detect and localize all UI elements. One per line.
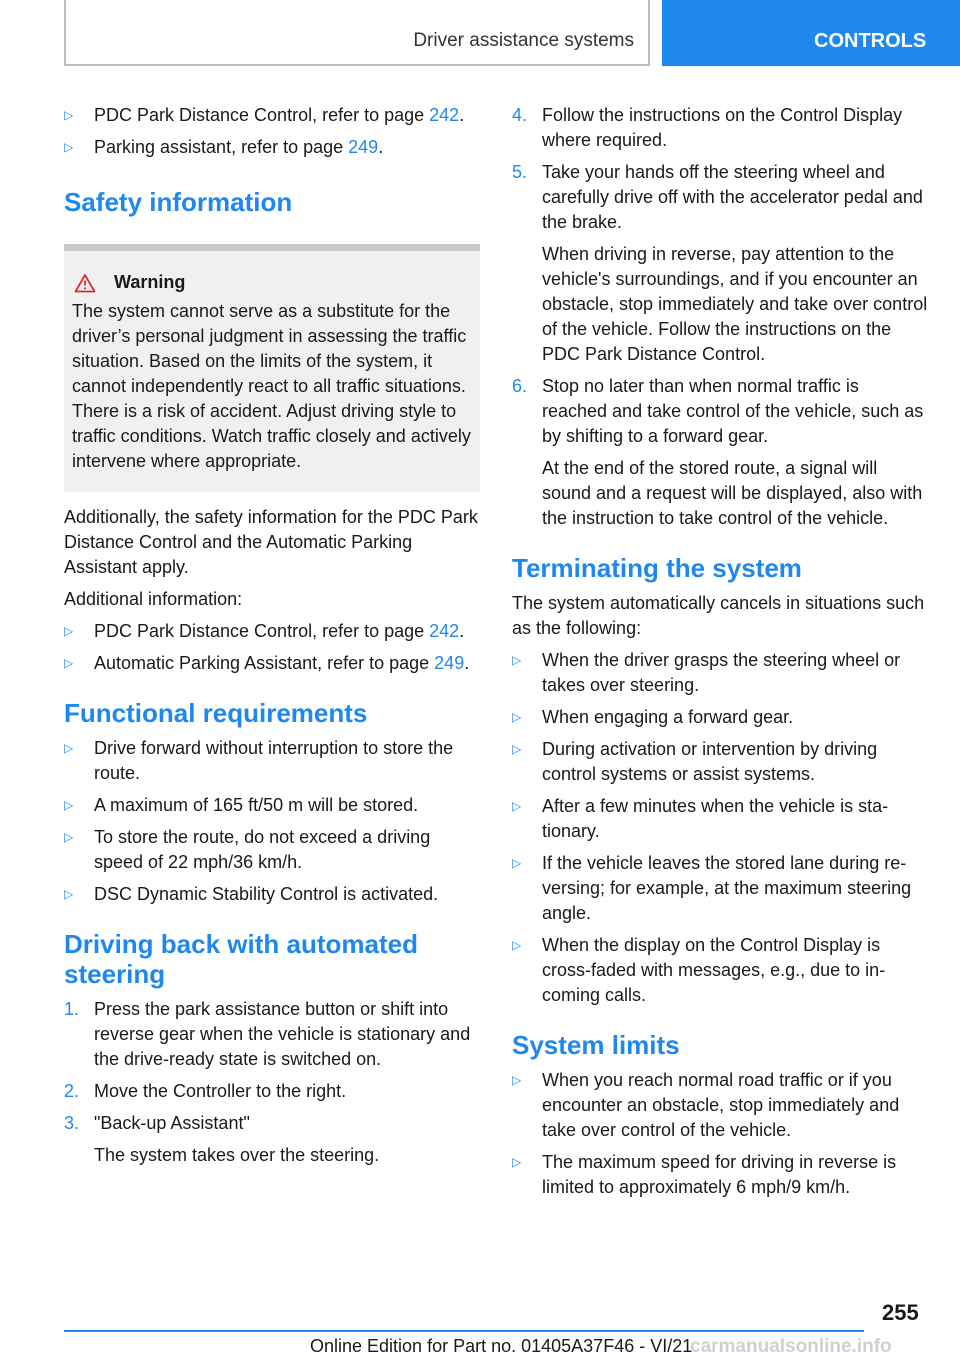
step-item: 1. Press the park assistance button or shift into reverse gear when the vehicle is stationary and the drive-ready state is switched on. — [64, 999, 471, 1069]
warning-body: The system cannot serve as a substitute for the driver’s personal judgment in assessing the traffic situation. Based on the limits of the system, it cannot independently react to all traffic situations. There is a risk of accident. Adjust driving style to traffic conditions. Watch traffic closely and actively intervene where appropriate. — [72, 301, 471, 471]
bullet-triangle-icon: ▷ — [512, 1155, 522, 1169]
list-item: ▷ After a few minutes when the vehicle is stationary. — [512, 796, 889, 841]
list-item: ▷ Drive forward without interruption to store the route. — [64, 738, 454, 783]
bullet-triangle-icon: ▷ — [64, 656, 74, 670]
step-subtext: The system takes over the steering. — [94, 1145, 380, 1165]
list-item: ▷ To store the route, do not exceed a driving speed of 22 mph/36 km/h. — [64, 827, 431, 872]
list-item: ▷ PDC Park Distance Control, refer to page 242. — [64, 619, 480, 644]
header-section-box — [64, 0, 650, 66]
warning-box — [64, 244, 480, 492]
list-item: ▷ DSC Dynamic Stability Control is activated. — [64, 882, 480, 907]
header-tab[interactable] — [662, 0, 960, 66]
list-item: ▷ When the display on the Control Display is cross-faded with messages, e.g., due to incoming calls. — [512, 935, 886, 1005]
bullet-triangle-icon: ▷ — [512, 856, 522, 870]
list-item: ▷ Parking assistant, refer to page 249. — [64, 135, 480, 160]
edition-text: Online Edition for Part no. 01405A37F46 - VI/21 — [310, 1336, 693, 1356]
bullet-triangle-icon: ▷ — [64, 624, 74, 638]
warning-title: Warning — [72, 270, 474, 295]
intro-bullet-list — [64, 103, 480, 160]
step-item: 4. Follow the instructions on the Control Display where required. — [512, 105, 903, 150]
page-ref-link[interactable]: 242 — [429, 105, 460, 125]
terminating-paragraph: The system automatically cancels in situations such as the following: — [512, 593, 925, 638]
system-limits-heading: System limits — [512, 1030, 680, 1060]
step-number: 6. — [512, 376, 528, 396]
step-item: 3. "Back-up Assistant" The system takes over the steering. — [64, 1111, 480, 1168]
functional-requirements-heading: Functional requirements — [64, 698, 368, 728]
list-item: ▷ When you reach normal road traffic or if you encounter an obstacle, stop immediately and take over control of the vehicle. — [512, 1070, 900, 1140]
bullet-triangle-icon: ▷ — [64, 140, 74, 154]
bullet-triangle-icon: ▷ — [512, 938, 522, 952]
terminating-bullet-list — [512, 648, 928, 1008]
step-number: 4. — [512, 105, 528, 125]
step-subtext: When driving in reverse, pay attention to the vehicle's surroundings, and if you encounter an obstacle, stop immediately and take over control of the vehicle. Follow the instructions on the PDC Park Distance Control. — [542, 244, 928, 364]
bullet-triangle-icon: ▷ — [512, 653, 522, 667]
bullet-triangle-icon: ▷ — [512, 742, 522, 756]
watermark: carmanualsonline.info — [690, 1336, 892, 1357]
additional-paragraph: Additionally, the safety information for the PDC Park Distance Control and the Automatic Parking Assistant apply. — [64, 507, 478, 577]
bullet-triangle-icon: ▷ — [64, 741, 74, 755]
driving-back-heading: Driving back with automated steering — [64, 929, 418, 989]
list-item: ▷ PDC Park Distance Control, refer to page 242. — [64, 103, 480, 128]
bullet-triangle-icon: ▷ — [64, 830, 74, 844]
warning-triangle-icon — [74, 273, 96, 293]
list-item: ▷ The maximum speed for driving in reverse is limited to approximately 6 mph/9 km/h. — [512, 1152, 897, 1197]
step-item: 6. Stop no later than when normal traffic is reached and take control of the vehicle, such as by shifting to a forward gear. At the end of the stored route, a signal will sound and a request will be displayed, also with the instruction to take control of the vehicle. — [512, 374, 928, 531]
list-item: ▷ A maximum of 165 ft/50 m will be stored. — [64, 793, 480, 818]
bullet-triangle-icon: ▷ — [512, 710, 522, 724]
footer-divider — [64, 1330, 864, 1332]
step-item: 2. Move the Controller to the right. — [64, 1079, 480, 1104]
page-number: 255 — [882, 1300, 919, 1325]
bullet-triangle-icon: ▷ — [512, 1073, 522, 1087]
header-section-title: Driver assistance systems — [413, 30, 634, 51]
functional-bullet-list — [64, 736, 480, 907]
list-item: ▷ When the driver grasps the steering wheel or takes over steering. — [512, 650, 901, 695]
additional-bullet-list — [64, 619, 480, 676]
step-number: 1. — [64, 999, 80, 1019]
driving-steps-list-continued — [512, 103, 928, 531]
page-ref-link[interactable]: 242 — [429, 621, 460, 641]
right-column — [512, 103, 928, 1207]
bullet-triangle-icon: ▷ — [64, 108, 74, 122]
step-subtext: At the end of the stored route, a signal will sound and a request will be displayed, also with the instruction to take control of the vehicle. — [542, 458, 923, 528]
list-item: ▷ Automatic Parking Assistant, refer to page 249. — [64, 651, 480, 676]
step-number: 5. — [512, 162, 528, 182]
page-ref-link[interactable]: 249 — [348, 137, 379, 157]
limits-bullet-list — [512, 1068, 928, 1200]
additional-info-label: Additional information: — [64, 589, 243, 609]
bullet-triangle-icon: ▷ — [64, 887, 74, 901]
page-ref-link[interactable]: 249 — [434, 653, 465, 673]
step-number: 2. — [64, 1081, 80, 1101]
left-column — [64, 103, 480, 1175]
safety-heading: Safety information — [64, 187, 293, 217]
list-item: ▷ If the vehicle leaves the stored lane during reversing; for example, at the maximum steering angle. — [512, 853, 912, 923]
driving-steps-list — [64, 997, 480, 1168]
list-item: ▷ During activation or intervention by driving control systems or assist systems. — [512, 739, 878, 784]
header-tab-label: CONTROLS — [814, 30, 927, 52]
bullet-triangle-icon: ▷ — [64, 798, 74, 812]
step-number: 3. — [64, 1113, 80, 1133]
list-item: ▷ When engaging a forward gear. — [512, 705, 928, 730]
bullet-triangle-icon: ▷ — [512, 799, 522, 813]
terminating-heading: Terminating the system — [512, 553, 802, 583]
step-item: 5. Take your hands off the steering wheel and carefully drive off with the accelerator pedal and the brake. When driving in reverse, pay attention to the vehicle's surroundings, and if you encounter an obstacle, stop immediately and take over control of the vehicle. Follow the instructions on the PDC Park Distance Control. — [512, 160, 928, 367]
